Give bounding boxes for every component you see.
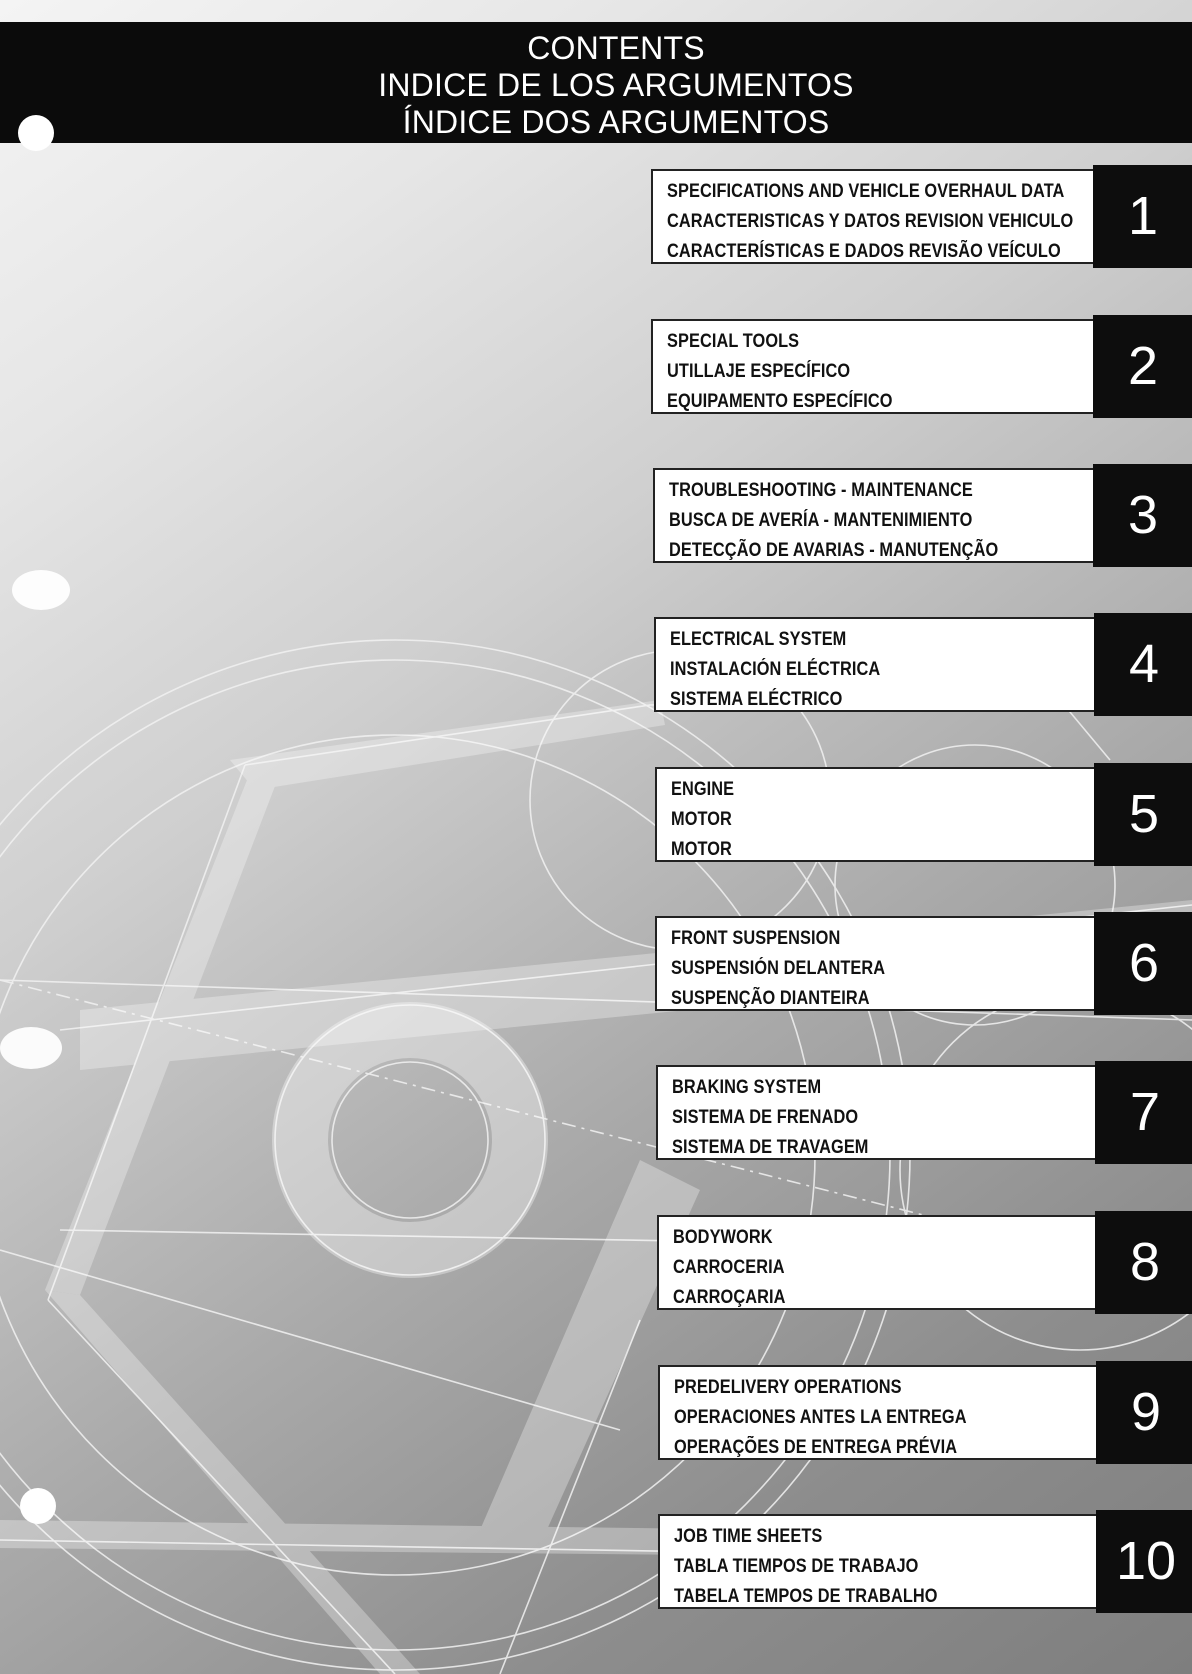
section-title-english: ENGINE	[671, 779, 735, 800]
section-title-box	[654, 617, 1099, 712]
section-title-box	[655, 916, 1100, 1011]
section-entry-10[interactable]	[0, 1510, 1192, 1613]
section-title-spanish: SUSPENSIÓN DELANTERA	[671, 958, 886, 979]
section-title-spanish: MOTOR	[671, 809, 732, 830]
section-title-box	[657, 1215, 1102, 1310]
section-title-english: ELECTRICAL SYSTEM	[670, 629, 847, 650]
punch-hole	[12, 570, 70, 610]
section-entry-8[interactable]	[0, 1211, 1192, 1314]
section-title-box	[658, 1514, 1103, 1609]
section-number-tab: 2	[1093, 315, 1192, 418]
section-title-box	[653, 468, 1098, 563]
contents-header	[0, 22, 1192, 143]
section-title-spanish: OPERACIONES ANTES LA ENTREGA	[674, 1407, 967, 1428]
section-title-spanish: CARROCERIA	[673, 1257, 785, 1278]
section-title-portuguese: SISTEMA ELÉCTRICO	[670, 689, 843, 710]
section-title-english: FRONT SUSPENSION	[671, 928, 841, 949]
section-title-spanish: TABLA TIEMPOS DE TRABAJO	[674, 1556, 919, 1577]
section-number-tab: 8	[1095, 1211, 1192, 1314]
section-title-box	[651, 319, 1096, 414]
section-number-tab: 1	[1093, 165, 1192, 268]
section-title-box	[658, 1365, 1103, 1460]
section-title-portuguese: TABELA TEMPOS DE TRABALHO	[674, 1586, 938, 1607]
section-entry-1[interactable]	[0, 165, 1192, 268]
section-title-portuguese: DETECÇÃO DE AVARIAS - MANUTENÇÃO	[669, 540, 999, 561]
section-title-portuguese: OPERAÇÕES DE ENTREGA PRÉVIA	[674, 1437, 958, 1458]
section-number-tab: 4	[1094, 613, 1192, 716]
section-title-portuguese: CARACTERÍSTICAS E DADOS REVISÃO VEÍCULO	[667, 241, 1061, 262]
section-number-tab: 3	[1093, 464, 1192, 567]
section-entry-9[interactable]	[0, 1361, 1192, 1464]
header-title-portuguese: ÍNDICE DOS ARGUMENTOS	[402, 104, 830, 140]
section-title-english: SPECIAL TOOLS	[667, 331, 800, 352]
section-title-box	[656, 1065, 1101, 1160]
section-title-english: TROUBLESHOOTING - MAINTENANCE	[669, 480, 973, 501]
section-number-tab: 10	[1096, 1510, 1192, 1613]
section-number-tab: 9	[1096, 1361, 1192, 1464]
section-entry-6[interactable]	[0, 912, 1192, 1015]
section-entry-3[interactable]	[0, 464, 1192, 567]
section-entry-4[interactable]	[0, 613, 1192, 716]
section-title-english: JOB TIME SHEETS	[674, 1526, 823, 1547]
section-title-english: BODYWORK	[673, 1227, 773, 1248]
section-title-spanish: INSTALACIÓN ELÉCTRICA	[670, 659, 881, 680]
section-title-box	[655, 767, 1100, 862]
section-entry-7[interactable]	[0, 1061, 1192, 1164]
section-title-spanish: BUSCA DE AVERÍA - MANTENIMIENTO	[669, 510, 973, 531]
section-title-portuguese: SUSPENÇÃO DIANTEIRA	[671, 988, 870, 1009]
section-number-tab: 5	[1094, 763, 1192, 866]
section-title-portuguese: MOTOR	[671, 839, 732, 860]
punch-hole	[18, 115, 54, 151]
section-title-spanish: SISTEMA DE FRENADO	[672, 1107, 859, 1128]
section-title-portuguese: CARROÇARIA	[673, 1287, 786, 1308]
section-title-portuguese: SISTEMA DE TRAVAGEM	[672, 1137, 869, 1158]
section-title-portuguese: EQUIPAMENTO ESPECÍFICO	[667, 391, 893, 412]
section-title-spanish: UTILLAJE ESPECÍFICO	[667, 361, 851, 382]
header-title-spanish: INDICE DE LOS ARGUMENTOS	[378, 67, 854, 103]
section-title-english: PREDELIVERY OPERATIONS	[674, 1377, 902, 1398]
header-title-english: CONTENTS	[527, 30, 705, 66]
section-title-box	[651, 169, 1096, 264]
section-title-spanish: CARACTERISTICAS Y DATOS REVISION VEHICULO	[667, 211, 1074, 232]
section-entry-2[interactable]	[0, 315, 1192, 418]
section-number-tab: 6	[1094, 912, 1192, 1015]
section-entry-5[interactable]	[0, 763, 1192, 866]
section-title-english: SPECIFICATIONS AND VEHICLE OVERHAUL DATA	[667, 181, 1065, 202]
section-number-tab: 7	[1095, 1061, 1192, 1164]
section-title-english: BRAKING SYSTEM	[672, 1077, 822, 1098]
